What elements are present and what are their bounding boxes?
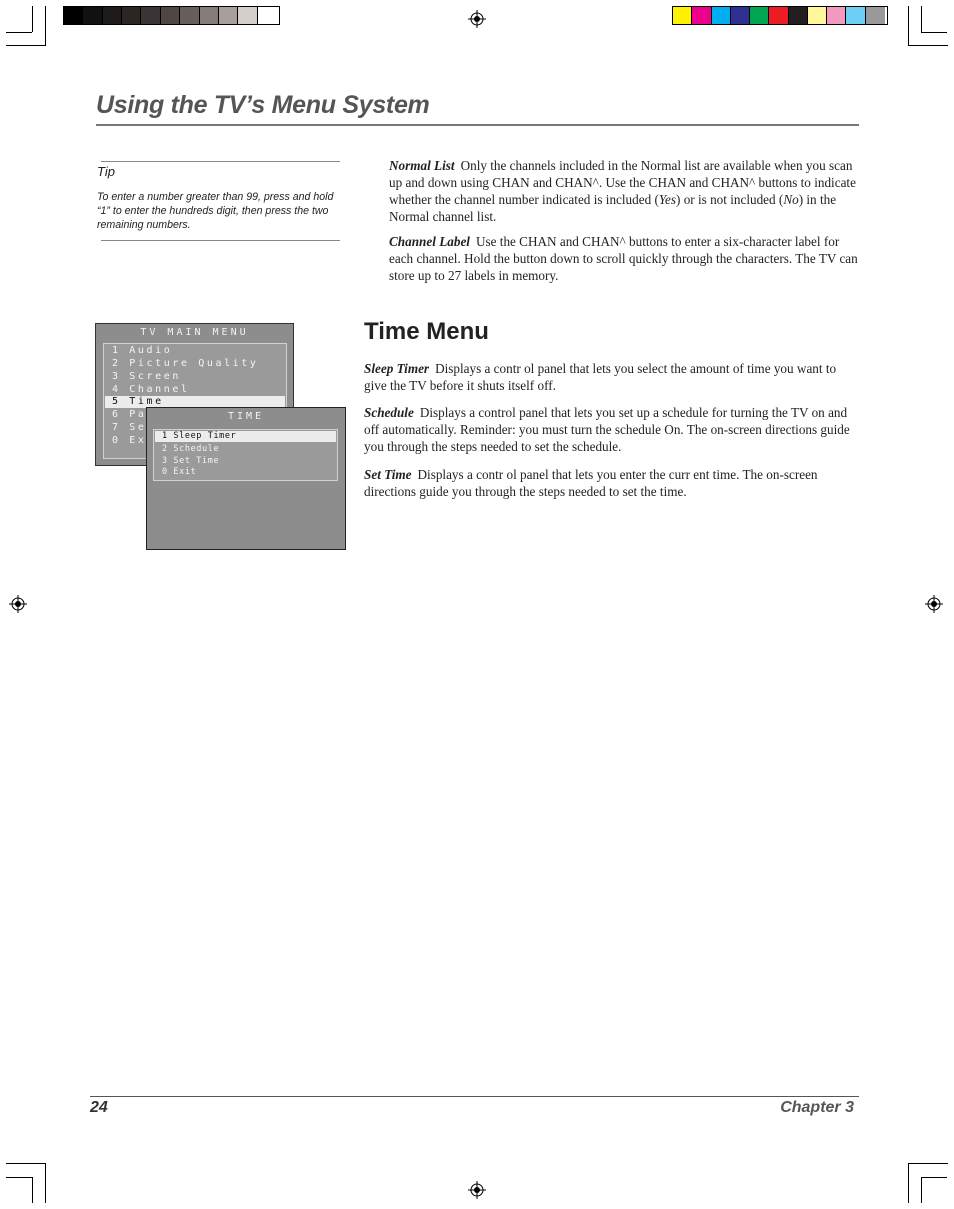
color-swatch: [731, 7, 750, 24]
color-swatch: [808, 7, 827, 24]
registration-mark-icon: [468, 10, 486, 28]
crop-mark: [921, 6, 922, 32]
channel-label-text: Use the CHAN and CHAN^ buttons to enter a six-character label for each channel. Hold the button down to scroll quickly through the characters. The TV can store up to 27 labels in memory.: [389, 234, 858, 283]
set-time-term: Set Time: [364, 467, 412, 482]
page-title: Using the TV’s Menu System: [96, 91, 430, 119]
color-swatch: [64, 7, 83, 24]
color-swatch: [827, 7, 846, 24]
registration-mark-icon: [925, 595, 943, 613]
color-swatch: [180, 7, 199, 24]
color-swatch: [122, 7, 141, 24]
crop-mark: [6, 45, 46, 46]
tv-time-menu-list: [153, 429, 338, 481]
color-swatch: [789, 7, 808, 24]
crop-mark: [908, 45, 948, 46]
menu-item-picture-quality[interactable]: 2 Picture Quality: [112, 358, 259, 369]
color-swatch: [673, 7, 692, 24]
color-bar: [672, 6, 888, 25]
tip-text: To enter a number greater than 99, press and hold “1” to enter the hundreds digit, then press the two remaining numbers.: [97, 191, 334, 231]
grayscale-bar: [63, 6, 280, 25]
crop-mark: [45, 1163, 46, 1203]
menu-item-exit[interactable]: 0 Ex: [112, 435, 147, 446]
sleep-timer-term: Sleep Timer: [364, 361, 430, 376]
crop-mark: [921, 32, 947, 33]
menu-item-channel[interactable]: 4 Channel: [112, 384, 190, 395]
crop-mark: [6, 1163, 46, 1164]
crop-mark: [6, 32, 32, 33]
color-swatch: [258, 7, 277, 24]
sleep-timer-text: Displays a contr ol panel that lets you select the amount of time you want to give the TV before it shuts itself off.: [364, 361, 837, 393]
color-swatch: [141, 7, 160, 24]
menu-item-schedule[interactable]: 2 Schedule: [162, 444, 220, 454]
footer-rule: [90, 1096, 859, 1097]
set-time-text: Displays a contr ol panel that lets you enter the curr ent time. The on-screen directions guide you through the steps needed to set the time.: [364, 467, 818, 499]
crop-mark: [921, 1177, 922, 1203]
color-swatch: [692, 7, 711, 24]
menu-item-exit[interactable]: 0 Exit: [162, 467, 197, 477]
schedule-text: Displays a control panel that lets you set up a schedule for turning the TV on and off automatically. Reminder: you must turn the schedule On. The on-screen directions guide you through the steps needed to set the schedule.: [364, 405, 850, 454]
normal-list-text-middle: ) or is not included (: [676, 192, 784, 207]
registration-mark-icon: [9, 595, 27, 613]
color-swatch: [866, 7, 885, 24]
no-value: No: [783, 192, 799, 207]
schedule-term: Schedule: [364, 405, 414, 420]
crop-mark: [908, 1163, 948, 1164]
tip-heading: Tip: [97, 164, 115, 179]
color-swatch: [712, 7, 731, 24]
color-swatch: [103, 7, 122, 24]
crop-mark: [908, 1163, 909, 1203]
channel-label-term: Channel Label: [389, 234, 470, 249]
normal-list-text-end: ) in the Normal channel list.: [389, 192, 837, 224]
menu-item-6[interactable]: 6 Pa: [112, 409, 147, 420]
color-swatch: [83, 7, 102, 24]
set-time-paragraph: [364, 466, 859, 500]
color-swatch: [161, 7, 180, 24]
crop-mark: [6, 1177, 32, 1178]
crop-mark: [32, 6, 33, 32]
menu-item-7[interactable]: 7 Se: [112, 422, 147, 433]
tv-main-menu-title: TV MAIN MENU: [140, 327, 249, 338]
normal-list-text: Only the channels included in the Normal list are available when you scan up and down using CHAN and CHAN^. Use the CHAN and CHAN^ buttons to indicate whether the channel number indicated is included (: [389, 158, 856, 207]
color-swatch: [750, 7, 769, 24]
normal-list-term: Normal List: [389, 158, 455, 173]
menu-item-sleep-timer[interactable]: 1 Sleep Timer: [155, 431, 336, 442]
page-number: 24: [90, 1099, 108, 1116]
sleep-timer-paragraph: [364, 360, 859, 394]
schedule-paragraph: [364, 404, 859, 455]
tip-top-rule: [101, 161, 340, 162]
chapter-label: Chapter 3: [780, 1099, 854, 1116]
color-swatch: [200, 7, 219, 24]
color-swatch: [219, 7, 238, 24]
menu-item-time[interactable]: 5 Time: [105, 396, 285, 408]
registration-mark-icon: [468, 1181, 486, 1199]
color-swatch: [846, 7, 865, 24]
yes-value: Yes: [658, 192, 676, 207]
crop-mark: [908, 6, 909, 46]
menu-item-set-time[interactable]: 3 Set Time: [162, 456, 220, 466]
crop-mark: [32, 1177, 33, 1203]
tv-time-menu: [146, 407, 346, 550]
channel-label-paragraph: [389, 233, 859, 284]
normal-list-paragraph: [389, 157, 859, 225]
color-swatch: [769, 7, 788, 24]
crop-mark: [45, 6, 46, 46]
menu-item-audio[interactable]: 1 Audio: [112, 345, 173, 356]
menu-item-screen[interactable]: 3 Screen: [112, 371, 181, 382]
crop-mark: [921, 1177, 947, 1178]
title-rule: [96, 124, 859, 126]
tv-time-menu-title: TIME: [227, 411, 265, 422]
tip-bottom-rule: [101, 240, 340, 241]
time-menu-heading: Time Menu: [364, 318, 489, 345]
color-swatch: [238, 7, 257, 24]
